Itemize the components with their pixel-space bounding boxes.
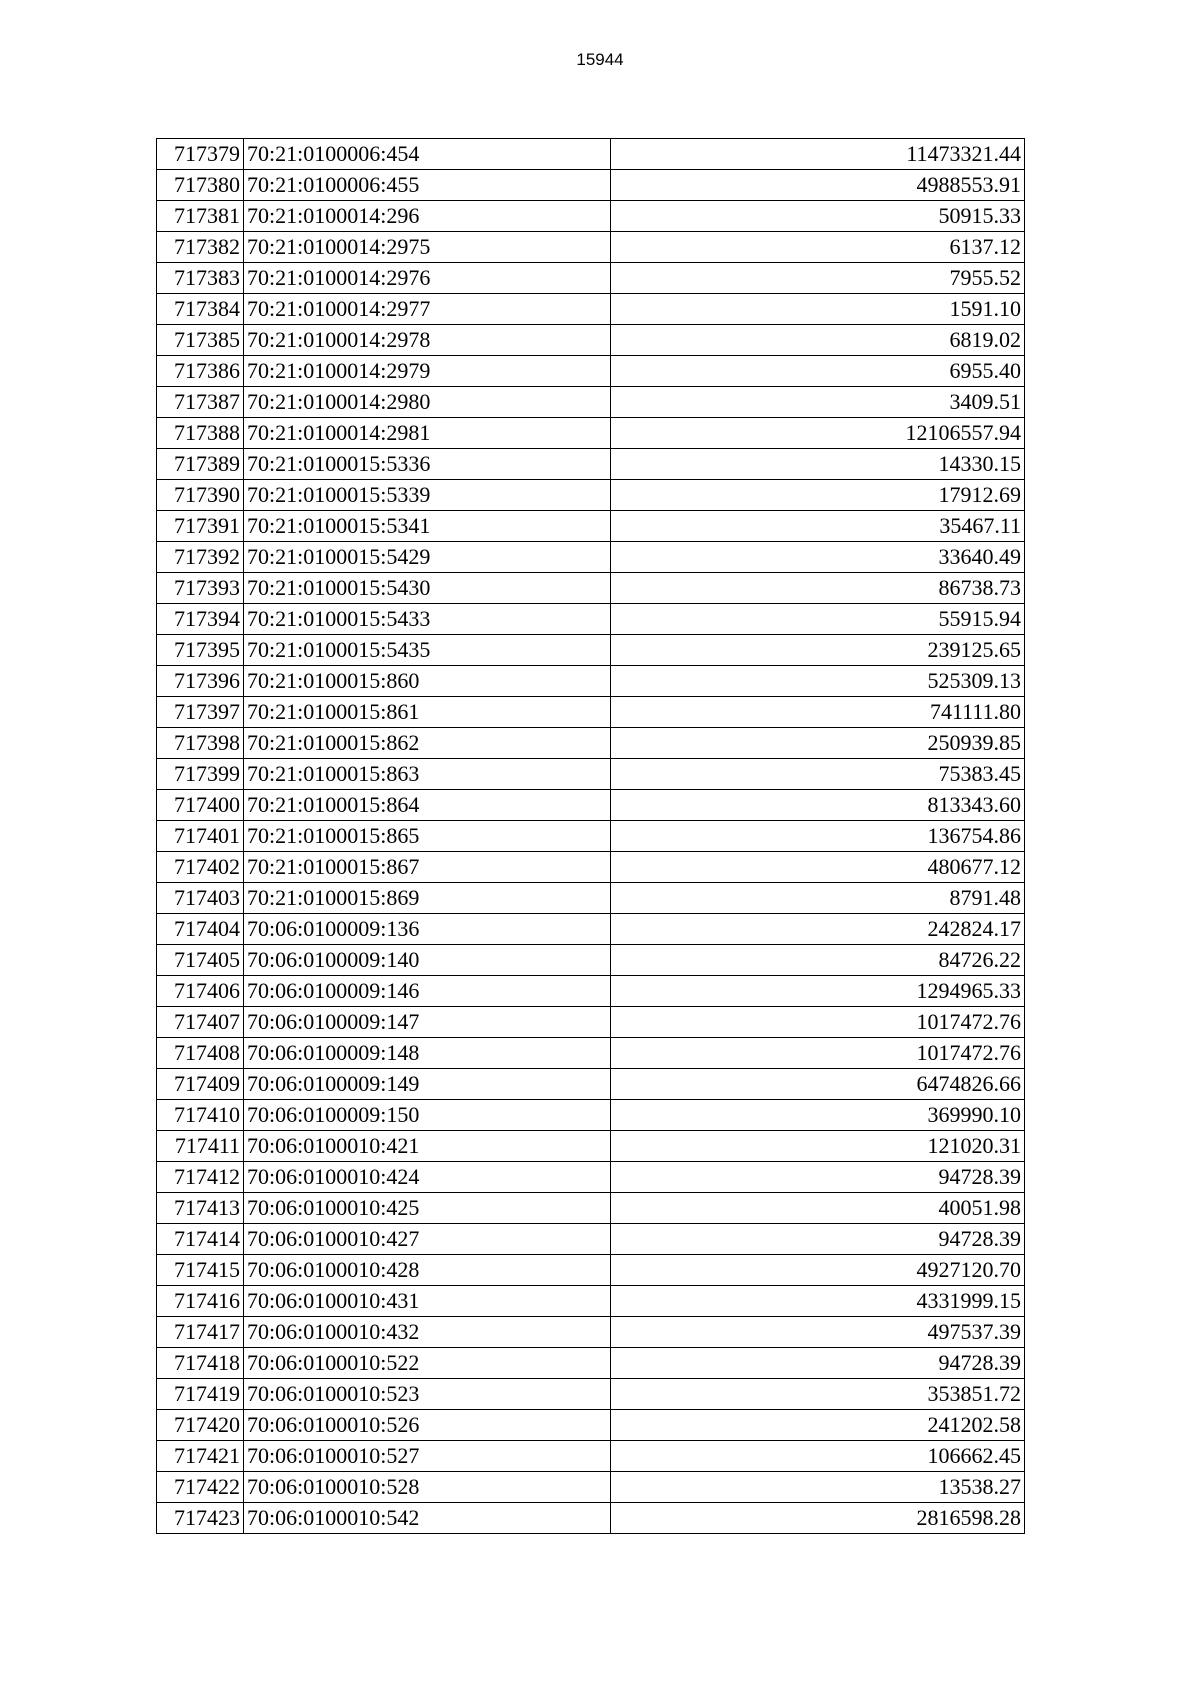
cadastral-number-cell: 70:21:0100006:454 xyxy=(244,139,611,170)
row-id-cell: 717414 xyxy=(157,1224,244,1255)
value-cell: 11473321.44 xyxy=(611,139,1025,170)
table-row xyxy=(157,635,1025,666)
row-id-cell: 717420 xyxy=(157,1410,244,1441)
table-row xyxy=(157,666,1025,697)
value-cell: 3409.51 xyxy=(611,387,1025,418)
row-id-cell: 717418 xyxy=(157,1348,244,1379)
value-cell: 6137.12 xyxy=(611,232,1025,263)
value-cell: 497537.39 xyxy=(611,1317,1025,1348)
row-id-cell: 717415 xyxy=(157,1255,244,1286)
table-row xyxy=(157,1410,1025,1441)
table-row xyxy=(157,449,1025,480)
table-row xyxy=(157,356,1025,387)
table-row xyxy=(157,945,1025,976)
row-id-cell: 717390 xyxy=(157,480,244,511)
cadastral-number-cell: 70:21:0100015:867 xyxy=(244,852,611,883)
cadastral-number-cell: 70:21:0100015:860 xyxy=(244,666,611,697)
value-cell: 4331999.15 xyxy=(611,1286,1025,1317)
value-cell: 6955.40 xyxy=(611,356,1025,387)
value-cell: 40051.98 xyxy=(611,1193,1025,1224)
table-row xyxy=(157,387,1025,418)
row-id-cell: 717410 xyxy=(157,1100,244,1131)
value-cell: 136754.86 xyxy=(611,821,1025,852)
table-row xyxy=(157,170,1025,201)
value-cell: 8791.48 xyxy=(611,883,1025,914)
value-cell: 12106557.94 xyxy=(611,418,1025,449)
table-row xyxy=(157,1286,1025,1317)
cadastral-number-cell: 70:21:0100014:296 xyxy=(244,201,611,232)
value-cell: 741111.80 xyxy=(611,697,1025,728)
cadastral-number-cell: 70:21:0100015:5341 xyxy=(244,511,611,542)
cadastral-number-cell: 70:06:0100009:149 xyxy=(244,1069,611,1100)
row-id-cell: 717406 xyxy=(157,976,244,1007)
data-table xyxy=(156,138,1025,1534)
table-row xyxy=(157,263,1025,294)
table-row xyxy=(157,1379,1025,1410)
table-row xyxy=(157,1348,1025,1379)
row-id-cell: 717422 xyxy=(157,1472,244,1503)
cadastral-number-cell: 70:21:0100014:2978 xyxy=(244,325,611,356)
cadastral-number-cell: 70:06:0100010:527 xyxy=(244,1441,611,1472)
value-cell: 13538.27 xyxy=(611,1472,1025,1503)
row-id-cell: 717423 xyxy=(157,1503,244,1534)
value-cell: 525309.13 xyxy=(611,666,1025,697)
value-cell: 353851.72 xyxy=(611,1379,1025,1410)
cadastral-number-cell: 70:06:0100010:542 xyxy=(244,1503,611,1534)
value-cell: 50915.33 xyxy=(611,201,1025,232)
value-cell: 2816598.28 xyxy=(611,1503,1025,1534)
cadastral-number-cell: 70:21:0100015:863 xyxy=(244,759,611,790)
value-cell: 241202.58 xyxy=(611,1410,1025,1441)
value-cell: 7955.52 xyxy=(611,263,1025,294)
cadastral-number-cell: 70:06:0100009:148 xyxy=(244,1038,611,1069)
row-id-cell: 717404 xyxy=(157,914,244,945)
cadastral-number-cell: 70:21:0100014:2980 xyxy=(244,387,611,418)
table-row xyxy=(157,1224,1025,1255)
cadastral-number-cell: 70:06:0100010:427 xyxy=(244,1224,611,1255)
table-row xyxy=(157,294,1025,325)
row-id-cell: 717380 xyxy=(157,170,244,201)
row-id-cell: 717385 xyxy=(157,325,244,356)
row-id-cell: 717419 xyxy=(157,1379,244,1410)
value-cell: 369990.10 xyxy=(611,1100,1025,1131)
table-row xyxy=(157,790,1025,821)
table-row xyxy=(157,604,1025,635)
value-cell: 94728.39 xyxy=(611,1162,1025,1193)
cadastral-number-cell: 70:21:0100014:2976 xyxy=(244,263,611,294)
value-cell: 35467.11 xyxy=(611,511,1025,542)
row-id-cell: 717411 xyxy=(157,1131,244,1162)
value-cell: 17912.69 xyxy=(611,480,1025,511)
row-id-cell: 717402 xyxy=(157,852,244,883)
table-row xyxy=(157,480,1025,511)
table-row xyxy=(157,325,1025,356)
row-id-cell: 717400 xyxy=(157,790,244,821)
cadastral-number-cell: 70:06:0100010:523 xyxy=(244,1379,611,1410)
cadastral-number-cell: 70:06:0100010:526 xyxy=(244,1410,611,1441)
value-cell: 813343.60 xyxy=(611,790,1025,821)
row-id-cell: 717387 xyxy=(157,387,244,418)
row-id-cell: 717394 xyxy=(157,604,244,635)
row-id-cell: 717412 xyxy=(157,1162,244,1193)
value-cell: 239125.65 xyxy=(611,635,1025,666)
table-row xyxy=(157,1317,1025,1348)
table-row xyxy=(157,1472,1025,1503)
row-id-cell: 717379 xyxy=(157,139,244,170)
table-row xyxy=(157,573,1025,604)
row-id-cell: 717393 xyxy=(157,573,244,604)
cadastral-number-cell: 70:21:0100015:864 xyxy=(244,790,611,821)
table-row xyxy=(157,821,1025,852)
table-row xyxy=(157,1503,1025,1534)
page-number: 15944 xyxy=(576,50,624,69)
table-row xyxy=(157,852,1025,883)
cadastral-number-cell: 70:21:0100015:869 xyxy=(244,883,611,914)
table-row xyxy=(157,697,1025,728)
cadastral-number-cell: 70:06:0100009:140 xyxy=(244,945,611,976)
value-cell: 1294965.33 xyxy=(611,976,1025,1007)
row-id-cell: 717384 xyxy=(157,294,244,325)
value-cell: 14330.15 xyxy=(611,449,1025,480)
value-cell: 4988553.91 xyxy=(611,170,1025,201)
table-row xyxy=(157,1007,1025,1038)
row-id-cell: 717403 xyxy=(157,883,244,914)
row-id-cell: 717396 xyxy=(157,666,244,697)
table-row xyxy=(157,1441,1025,1472)
value-cell: 250939.85 xyxy=(611,728,1025,759)
cadastral-number-cell: 70:06:0100009:146 xyxy=(244,976,611,1007)
cadastral-number-cell: 70:06:0100010:428 xyxy=(244,1255,611,1286)
row-id-cell: 717421 xyxy=(157,1441,244,1472)
table-row xyxy=(157,914,1025,945)
row-id-cell: 717409 xyxy=(157,1069,244,1100)
table-row xyxy=(157,1069,1025,1100)
table-row xyxy=(157,232,1025,263)
row-id-cell: 717417 xyxy=(157,1317,244,1348)
table-row xyxy=(157,201,1025,232)
table-row xyxy=(157,728,1025,759)
cadastral-number-cell: 70:21:0100015:5336 xyxy=(244,449,611,480)
cadastral-number-cell: 70:06:0100010:421 xyxy=(244,1131,611,1162)
row-id-cell: 717397 xyxy=(157,697,244,728)
value-cell: 106662.45 xyxy=(611,1441,1025,1472)
cadastral-number-cell: 70:21:0100015:865 xyxy=(244,821,611,852)
value-cell: 6819.02 xyxy=(611,325,1025,356)
cadastral-number-cell: 70:06:0100010:431 xyxy=(244,1286,611,1317)
table-row xyxy=(157,1255,1025,1286)
row-id-cell: 717389 xyxy=(157,449,244,480)
cadastral-number-cell: 70:21:0100014:2977 xyxy=(244,294,611,325)
value-cell: 121020.31 xyxy=(611,1131,1025,1162)
cadastral-number-cell: 70:06:0100010:424 xyxy=(244,1162,611,1193)
cadastral-number-cell: 70:21:0100015:5430 xyxy=(244,573,611,604)
cadastral-number-cell: 70:21:0100006:455 xyxy=(244,170,611,201)
cadastral-number-cell: 70:06:0100009:136 xyxy=(244,914,611,945)
cadastral-number-cell: 70:06:0100009:150 xyxy=(244,1100,611,1131)
table-row xyxy=(157,1193,1025,1224)
table-row xyxy=(157,139,1025,170)
value-cell: 94728.39 xyxy=(611,1224,1025,1255)
row-id-cell: 717386 xyxy=(157,356,244,387)
row-id-cell: 717383 xyxy=(157,263,244,294)
value-cell: 4927120.70 xyxy=(611,1255,1025,1286)
table-row xyxy=(157,542,1025,573)
row-id-cell: 717382 xyxy=(157,232,244,263)
table-row xyxy=(157,1162,1025,1193)
row-id-cell: 717401 xyxy=(157,821,244,852)
table-row xyxy=(157,759,1025,790)
value-cell: 1017472.76 xyxy=(611,1007,1025,1038)
value-cell: 84726.22 xyxy=(611,945,1025,976)
table-body xyxy=(157,139,1025,1534)
row-id-cell: 717398 xyxy=(157,728,244,759)
value-cell: 75383.45 xyxy=(611,759,1025,790)
cadastral-number-cell: 70:06:0100010:528 xyxy=(244,1472,611,1503)
cadastral-number-cell: 70:06:0100010:522 xyxy=(244,1348,611,1379)
cadastral-number-cell: 70:21:0100015:5429 xyxy=(244,542,611,573)
value-cell: 480677.12 xyxy=(611,852,1025,883)
value-cell: 55915.94 xyxy=(611,604,1025,635)
cadastral-number-cell: 70:06:0100009:147 xyxy=(244,1007,611,1038)
cadastral-number-cell: 70:21:0100014:2979 xyxy=(244,356,611,387)
cadastral-number-cell: 70:21:0100014:2975 xyxy=(244,232,611,263)
value-cell: 86738.73 xyxy=(611,573,1025,604)
row-id-cell: 717413 xyxy=(157,1193,244,1224)
cadastral-number-cell: 70:21:0100015:5435 xyxy=(244,635,611,666)
row-id-cell: 717391 xyxy=(157,511,244,542)
cadastral-number-cell: 70:06:0100010:425 xyxy=(244,1193,611,1224)
value-cell: 94728.39 xyxy=(611,1348,1025,1379)
row-id-cell: 717408 xyxy=(157,1038,244,1069)
cadastral-number-cell: 70:21:0100015:5433 xyxy=(244,604,611,635)
table-row xyxy=(157,1131,1025,1162)
value-cell: 33640.49 xyxy=(611,542,1025,573)
row-id-cell: 717399 xyxy=(157,759,244,790)
row-id-cell: 717392 xyxy=(157,542,244,573)
cadastral-number-cell: 70:06:0100010:432 xyxy=(244,1317,611,1348)
cadastral-number-cell: 70:21:0100014:2981 xyxy=(244,418,611,449)
table-row xyxy=(157,1100,1025,1131)
row-id-cell: 717407 xyxy=(157,1007,244,1038)
row-id-cell: 717416 xyxy=(157,1286,244,1317)
row-id-cell: 717381 xyxy=(157,201,244,232)
cadastral-number-cell: 70:21:0100015:861 xyxy=(244,697,611,728)
table-row xyxy=(157,883,1025,914)
table-row xyxy=(157,511,1025,542)
cadastral-number-cell: 70:21:0100015:862 xyxy=(244,728,611,759)
row-id-cell: 717388 xyxy=(157,418,244,449)
cadastral-number-cell: 70:21:0100015:5339 xyxy=(244,480,611,511)
value-cell: 242824.17 xyxy=(611,914,1025,945)
value-cell: 1017472.76 xyxy=(611,1038,1025,1069)
row-id-cell: 717405 xyxy=(157,945,244,976)
table-row xyxy=(157,976,1025,1007)
row-id-cell: 717395 xyxy=(157,635,244,666)
table-row xyxy=(157,1038,1025,1069)
value-cell: 1591.10 xyxy=(611,294,1025,325)
table-row xyxy=(157,418,1025,449)
value-cell: 6474826.66 xyxy=(611,1069,1025,1100)
